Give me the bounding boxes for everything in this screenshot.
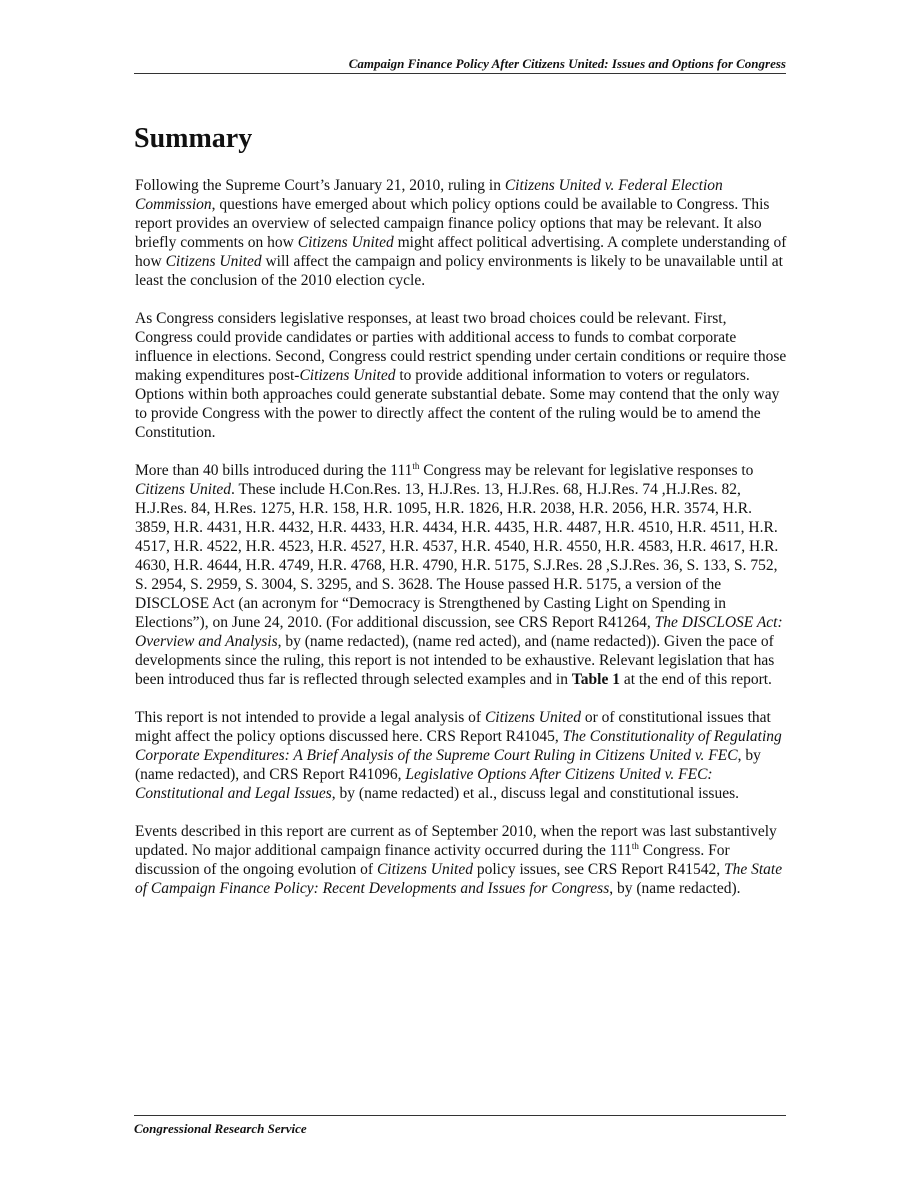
summary-paragraph-4 [135, 708, 787, 803]
footer-rule [134, 1115, 786, 1116]
case-name: Citizens United [376, 861, 473, 878]
case-name: Citizens United v. Federal Election Commission [135, 177, 723, 213]
text-span: at the end of this report. [619, 671, 772, 688]
text-span: , by (name redacted), and CRS Report R41096, [135, 747, 761, 783]
page-footer: Congressional Research Service [134, 1121, 307, 1136]
case-name: Citizens United [299, 367, 396, 384]
case-name: Citizens United [135, 481, 232, 498]
running-header: Campaign Finance Policy After Citizens United: Issues and Options for Congress [348, 56, 786, 71]
text-span: As Congress considers legislative responses, at least two broad choices could be relevant. First, Congress could provide candidates or parties with additional access to funds to combat corporate influence in elections. Second, Congress could restrict spending under certain conditions or require those making expenditures post- [135, 310, 787, 384]
summary-paragraph-5 [135, 822, 787, 898]
case-name: Citizens United [165, 253, 262, 270]
case-name: Citizens United [297, 234, 394, 251]
report-title: Legislative Options After Citizens United v. FEC: Constitutional and Legal Issues [135, 766, 713, 802]
text-span: Events described in this report are current as of September 2010, when the report was last substantively updated. No major additional campaign finance activity occurred during the 111 [135, 823, 777, 859]
ordinal-superscript: th [412, 461, 420, 471]
text-span: policy issues, see CRS Report R41542, [472, 861, 724, 878]
summary-paragraph-1 [135, 176, 787, 290]
header-rule [134, 73, 786, 74]
report-title: The State of Campaign Finance Policy: Recent Developments and Issues for Congress [135, 861, 783, 897]
text-span: . These include H.Con.Res. 13, H.J.Res. 13, H.J.Res. 68, H.J.Res. 74 ,H.J.Res. 82, H.J.Res. 84, H.Res. 1275, H.R. 158, H.R. 1095, H.R. 1826, H.R. 2038, H.R. 2056, H.R. 3574, H.R. 3859, H.R. 4431, H.R. 4432, H.R. 4433, H.R. 4434, H.R. 4435, H.R. 4487, H.R. 4510, H.R. 4511, H.R. 4517, H.R. 4522, H.R. 4523, H.R. 4527, H.R. 4537, H.R. 4540, H.R. 4550, H.R. 4583, H.R. 4617, H.R. 4630, H.R. 4644, H.R. 4749, H.R. 4768, H.R. 4790, H.R. 5175, S.J.Res. 28 ,S.J.Res. 36, S. 133, S. 752, S. 2954, S. 2959, S. 3004, S. 3295, and S. 3628. The House passed H.R. 5175, a version of the DISCLOSE Act (an acronym for “Democracy is Strengthened by Casting Light on Spending in Elections”), on June 24, 2010. (For additional discussion, see CRS Report R41264, [135, 481, 779, 631]
text-span: Congress may be relevant for legislative responses to [419, 462, 754, 479]
case-name: Citizens United [484, 709, 581, 726]
text-span: Congress. For discussion of the ongoing evolution of [135, 842, 730, 878]
page-title: Summary [134, 123, 253, 154]
text-span: will affect the campaign and policy environments is likely to be unavailable until at least the conclusion of the 2010 election cycle. [135, 253, 783, 289]
report-title: The Constitutionality of Regulating Corporate Expenditures: A Brief Analysis of the Supreme Court Ruling in Citizens United v. FEC [135, 728, 782, 764]
text-span: might affect political advertising. A complete understanding of how [135, 234, 787, 270]
report-title: The DISCLOSE Act: Overview and Analysis [135, 614, 783, 650]
summary-paragraph-2 [135, 309, 787, 442]
text-span: This report is not intended to provide a legal analysis of [135, 709, 485, 726]
text-span: , by (name redacted), (name red acted), and (name redacted)). Given the pace of developments since the ruling, this report is not intended to be exhaustive. Relevant legislation that has been introduced thus far is reflected through selected examples and in [135, 633, 775, 688]
table-reference: Table 1 [571, 671, 620, 688]
text-span: More than 40 bills introduced during the 111 [135, 462, 413, 479]
text-span: Following the Supreme Court’s January 21, 2010, ruling in [135, 177, 505, 194]
text-span: , by (name redacted) et al., discuss legal and constitutional issues. [331, 785, 739, 802]
summary-body [135, 176, 787, 917]
text-span: , questions have emerged about which policy options could be available to Congress. This report provides an overview of selected campaign finance policy options that may be relevant. It also briefly comments on how [135, 196, 770, 251]
summary-paragraph-3 [135, 461, 787, 689]
text-span: , by (name redacted). [609, 880, 741, 897]
text-span: to provide additional information to voters or regulators. Options within both approaches could generate substantial debate. Some may contend that the only way to provide Congress with the power to directly affect the content of the ruling would be to amend the Constitution. [135, 367, 780, 441]
text-span: or of constitutional issues that might affect the policy options discussed here. CRS Report R41045, [135, 709, 771, 745]
ordinal-superscript: th [631, 841, 639, 851]
